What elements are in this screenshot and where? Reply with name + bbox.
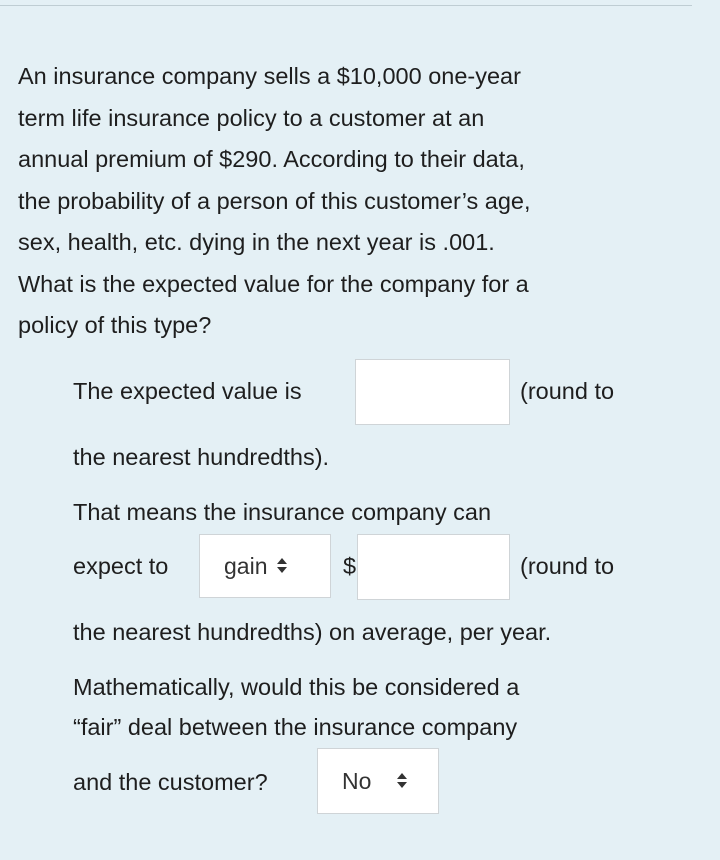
fair-deal-prefix: and the customer? [73, 769, 268, 795]
expected-value-input[interactable] [355, 359, 510, 425]
company-can-label: That means the insurance company can [73, 499, 492, 525]
expect-to-label: expect to [73, 553, 169, 579]
top-divider [0, 5, 692, 6]
question-line: An insurance company sells a $10,000 one-year [18, 63, 521, 89]
fair-deal-select-value: No [342, 767, 372, 794]
question-line: sex, health, etc. dying in the next year is .001. [18, 229, 495, 255]
round-note-continuation: the nearest hundredths). [73, 444, 330, 470]
amount-input[interactable] [357, 534, 510, 600]
select-arrows-icon [277, 558, 287, 574]
fair-deal-select[interactable] [317, 748, 439, 814]
gain-loss-select-value: gain [224, 552, 268, 579]
question-line: policy of this type? [18, 312, 212, 338]
question-line: What is the expected value for the company for a [18, 270, 529, 297]
round-note: (round to [520, 553, 615, 579]
round-note-continuation: the nearest hundredths) on average, per year. [73, 619, 552, 645]
question-line: annual premium of $290. According to their data, [18, 146, 525, 172]
gain-loss-select[interactable] [199, 534, 331, 598]
round-note: (round to [520, 378, 615, 404]
fair-deal-question-line: “fair” deal between the insurance company [73, 714, 518, 740]
expected-value-label: The expected value is [73, 378, 302, 404]
question-line: term life insurance policy to a customer at an [18, 104, 485, 131]
fair-deal-question-line: Mathematically, would this be considered a [73, 674, 520, 700]
select-arrows-icon [397, 773, 407, 789]
currency-symbol: $ [343, 553, 357, 579]
question-text [18, 56, 668, 347]
question-line: the probability of a person of this customer’s age, [18, 187, 531, 214]
